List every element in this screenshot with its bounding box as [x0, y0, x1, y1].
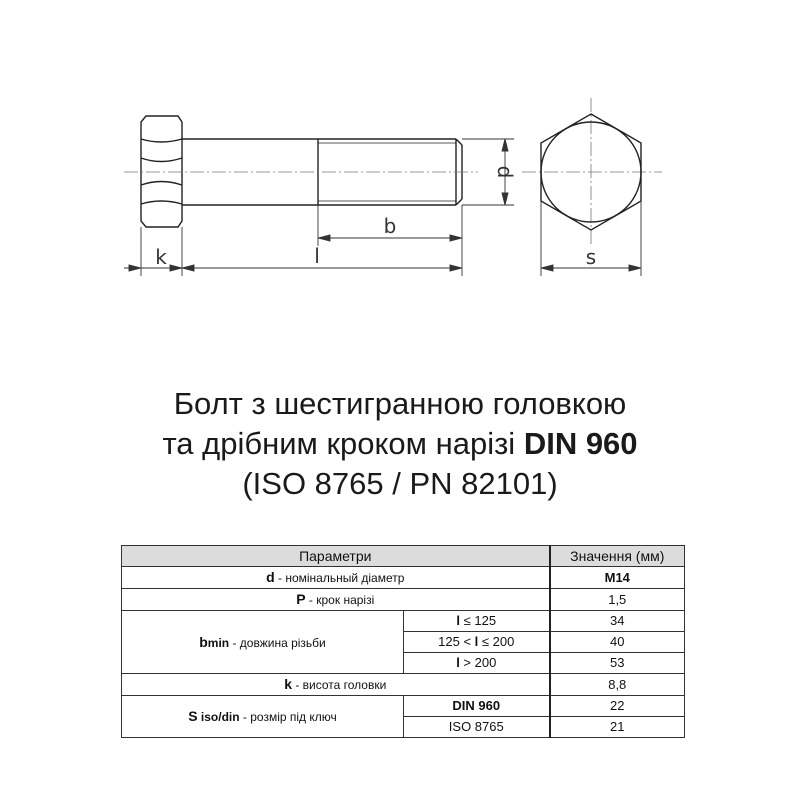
value-p: 1,5: [550, 589, 685, 611]
header-values: Значення (мм): [550, 546, 685, 567]
param-p-symbol: P: [296, 591, 306, 607]
table-row-p: [122, 589, 685, 611]
value-b-2: 40: [550, 632, 685, 653]
label-l: l: [314, 244, 320, 268]
bolt-side-view: [141, 116, 462, 227]
table-row-s-1: [122, 696, 685, 717]
param-p-desc: - крок нарізі: [305, 593, 375, 607]
b-condition-1: l ≤ 125: [404, 611, 550, 632]
value-b-1: 34: [550, 611, 685, 632]
param-b: [122, 611, 404, 674]
param-d: [122, 567, 550, 589]
value-s-2: 21: [550, 717, 685, 738]
value-d: M14: [550, 567, 685, 589]
label-s: s: [585, 245, 597, 269]
b-condition-3: l > 200: [404, 653, 550, 674]
title-line-2-prefix: та дрібним кроком нарізі: [162, 426, 516, 461]
s-standard-1: DIN 960: [404, 696, 550, 717]
specification-table: [121, 545, 685, 738]
label-d: d: [493, 165, 517, 179]
param-k: [122, 674, 550, 696]
table-row-k: [122, 674, 685, 696]
param-s-desc: - розмір під ключ: [239, 710, 337, 724]
param-s-symbol: S: [188, 708, 198, 724]
param-k-symbol: k: [284, 676, 292, 692]
param-s-sub: iso/din: [197, 710, 240, 724]
bolt-technical-drawing: [0, 0, 800, 330]
table-row-b-1: [122, 611, 685, 632]
product-title: [0, 384, 800, 504]
param-s: [122, 696, 404, 738]
b-condition-2: 125 < l ≤ 200: [404, 632, 550, 653]
header-params: Параметри: [122, 546, 550, 567]
value-b-3: 53: [550, 653, 685, 674]
title-standard: DIN 960: [523, 426, 638, 461]
dimension-labels: [155, 166, 596, 269]
param-b-symbol: b: [199, 633, 208, 650]
param-p: [122, 589, 550, 611]
param-b-sub: min: [207, 635, 230, 650]
table-row-d: [122, 567, 685, 589]
s-standard-2: ISO 8765: [404, 717, 550, 738]
param-d-symbol: d: [266, 569, 275, 585]
dimension-lines: [124, 139, 641, 276]
title-line-3: (ISO 8765 / PN 82101): [242, 466, 558, 501]
title-line-1: Болт з шестигранною головкою: [173, 386, 627, 421]
value-s-1: 22: [550, 696, 685, 717]
title-line-2: [0, 424, 800, 464]
value-k: 8,8: [550, 674, 685, 696]
table-header-row: [122, 546, 685, 567]
label-k: k: [155, 245, 167, 269]
label-b: b: [383, 214, 397, 238]
param-d-desc: - номінальный діаметр: [274, 571, 405, 585]
param-k-desc: - висота головки: [291, 678, 387, 692]
param-b-desc: - довжина різьби: [229, 635, 326, 650]
